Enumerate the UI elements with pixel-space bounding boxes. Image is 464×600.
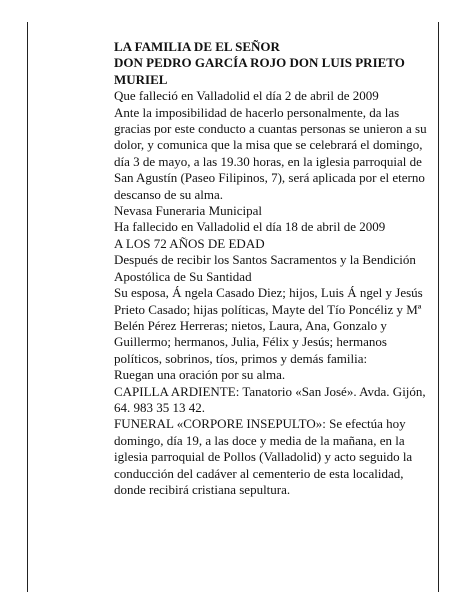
heading-line-2: DON PEDRO GARCÍA ROJO DON LUIS PRIETO MURIEL <box>114 55 405 87</box>
left-border-rule <box>27 22 28 592</box>
thanks-paragraph: Ante la imposibilidad de hacerlo personalmente, da las gracias por este conducto a cuantas personas se unieron a su dolor, y comunica que la misa que se celebrará el domingo, día 3 de mayo, a las 19.30 horas, en la iglesia parroquial de San Agustín (Paseo Filipinos, 7), será aplicada por el eterno descanso de su alma. <box>114 104 427 202</box>
second-death-date: Ha fallecido en Valladolid el día 18 de abril de 2009 <box>114 219 386 235</box>
obituary-notice <box>114 39 430 498</box>
right-border-rule <box>438 22 439 592</box>
prayer-line: Ruegan una oración por su alma. <box>114 367 286 383</box>
heading-line-1: LA FAMILIA DE EL SEÑOR <box>114 39 280 54</box>
age-line: A LOS 72 AÑOS DE EDAD <box>114 235 265 251</box>
first-death-date: Que falleció en Valladolid el día 2 de abril de 2009 <box>114 88 379 104</box>
chapel-info: CAPILLA ARDIENTE: Tanatorio «San José». Avda. Gijón, 64. 983 35 13 42. <box>114 383 426 415</box>
family-list: Su esposa, Á ngela Casado Diez; hijos, Luis Á ngel y Jesús Prieto Casado; hijas políticas, Mayte del Tío Poncéliz y Mª Belén Pérez Herreras; nietos, Laura, Ana, Gonzalo y Guillermo; hermanos, Julia, Félix y Jesús; hermanos políticos, sobrinos, tíos, primos y demás familia: <box>114 285 423 366</box>
funeral-home: Nevasa Funeraria Municipal <box>114 203 263 219</box>
funeral-info: FUNERAL «CORPORE INSEPULTO»: Se efectúa hoy domingo, día 19, a las doce y media de la mañana, en la iglesia parroquial de Pollos (Valladolid) y acto seguido la conducción del cadáver al cementerio de esta localidad, donde recibirá cristiana sepultura. <box>114 416 413 497</box>
sacraments-line: Después de recibir los Santos Sacramentos y la Bendición Apostólica de Su Santidad <box>114 252 416 284</box>
